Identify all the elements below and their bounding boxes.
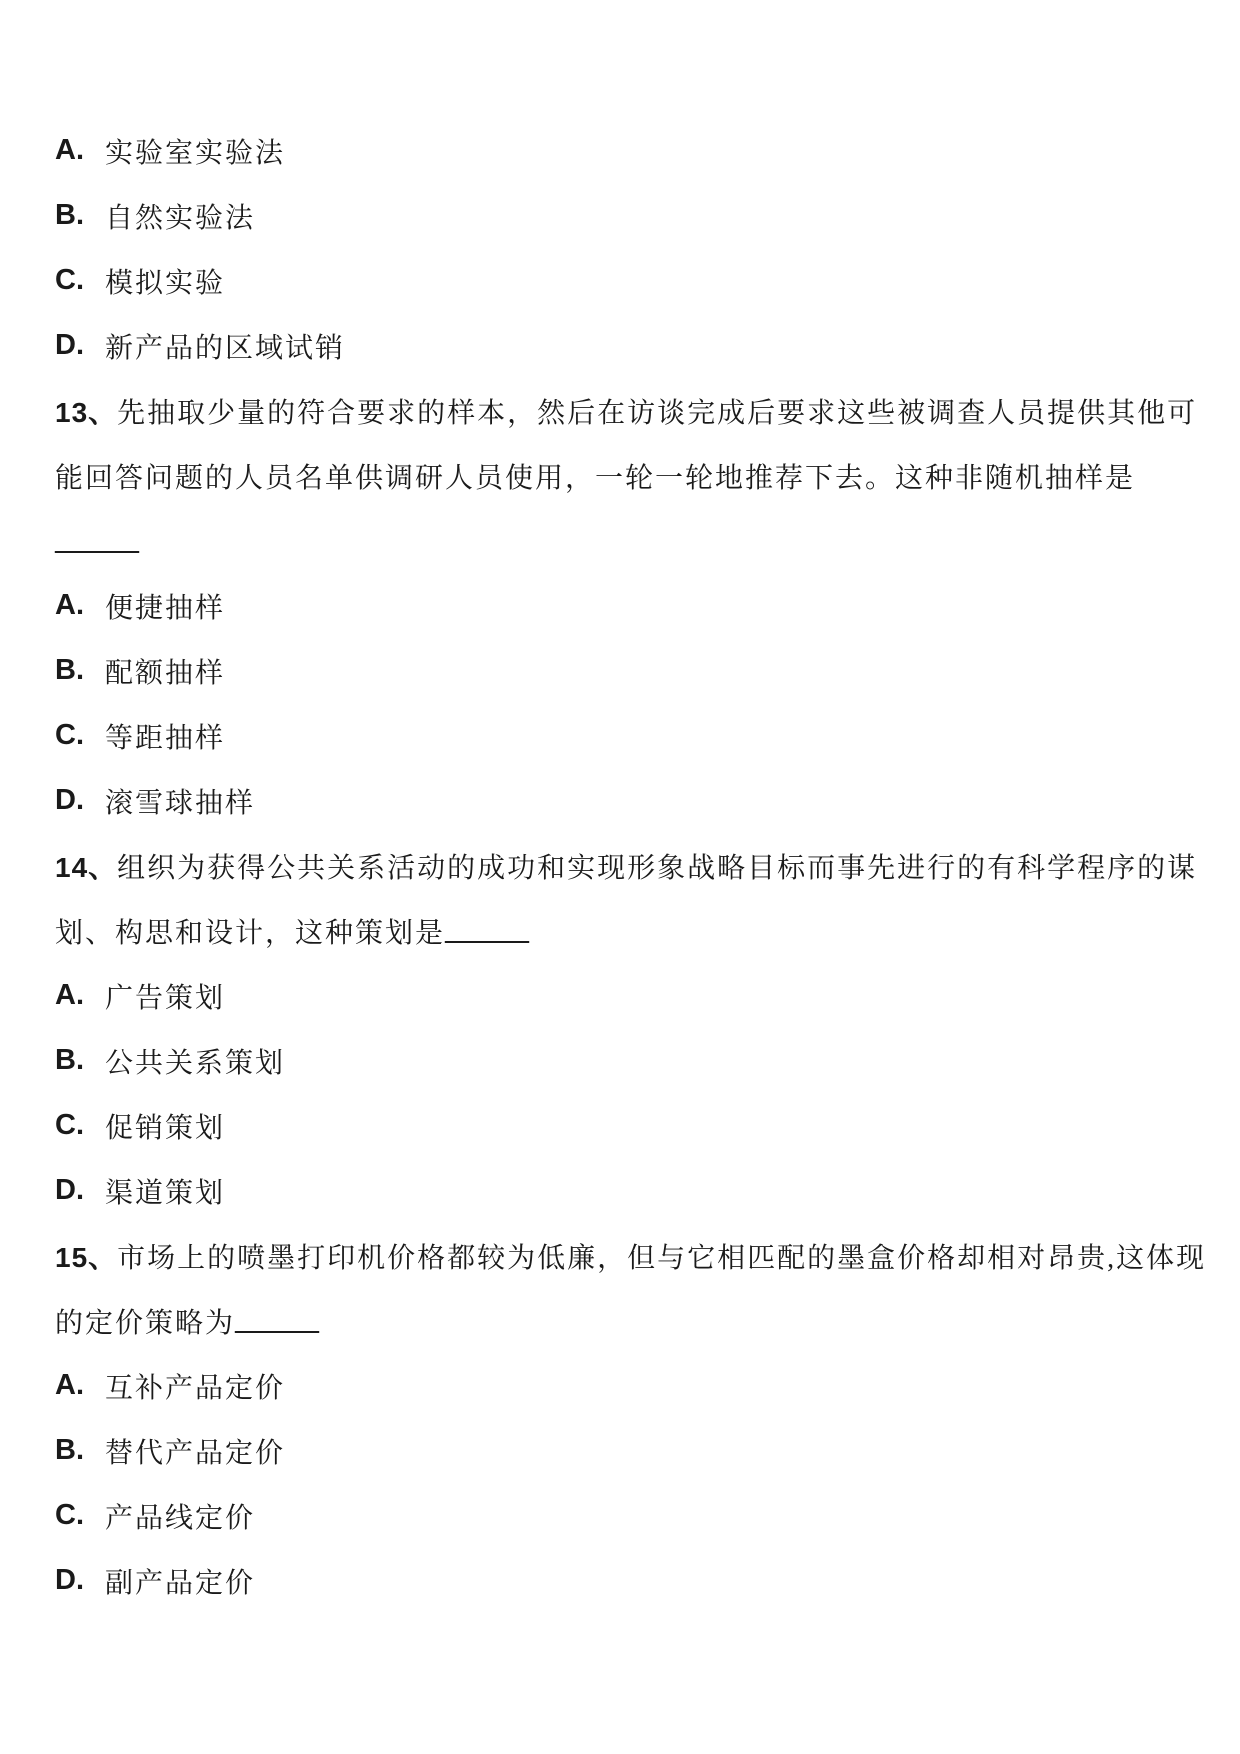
question-15-line-1 (55, 1223, 1205, 1288)
option-letter: D. (55, 1564, 84, 1596)
option-text: 促销策划 (105, 1112, 226, 1144)
option-line (55, 1093, 1205, 1158)
option-line (55, 703, 1205, 768)
option-line (55, 1548, 1205, 1613)
option-letter: B. (55, 1434, 84, 1466)
option-letter: D. (55, 1174, 84, 1206)
question-text: 的定价策略为 (55, 1307, 236, 1339)
option-line (55, 963, 1205, 1028)
option-letter: A. (55, 1369, 84, 1401)
question-text: 划、构思和设计，这种策划是 (55, 917, 446, 949)
blank-underline: ______ (235, 1304, 320, 1336)
option-line (55, 1158, 1205, 1223)
option-text: 模拟实验 (105, 267, 226, 299)
option-text: 广告策划 (105, 982, 226, 1014)
option-text: 公共关系策划 (105, 1047, 286, 1079)
question-13-line-1 (55, 378, 1205, 443)
option-line (55, 638, 1205, 703)
option-letter: B. (55, 654, 84, 686)
option-line (55, 248, 1205, 313)
option-letter: A. (55, 979, 84, 1011)
exam-body (55, 118, 1205, 1613)
option-line (55, 1483, 1205, 1548)
option-letter: A. (55, 134, 84, 166)
question-number: 13、 (55, 396, 118, 428)
option-letter: A. (55, 589, 84, 621)
option-letter: C. (55, 1109, 84, 1141)
option-text: 产品线定价 (105, 1502, 256, 1534)
option-text: 自然实验法 (105, 202, 256, 234)
question-13-line-2 (55, 443, 1205, 508)
option-line (55, 1418, 1205, 1483)
option-text: 便捷抽样 (105, 592, 226, 624)
blank-underline: ______ (55, 524, 139, 556)
option-letter: C. (55, 1499, 84, 1531)
option-line (55, 183, 1205, 248)
question-14-line-1 (55, 833, 1205, 898)
question-13-blank-line (55, 508, 1205, 573)
option-letter: D. (55, 784, 84, 816)
option-text: 副产品定价 (105, 1567, 256, 1599)
option-text: 互补产品定价 (105, 1372, 286, 1404)
question-text: 能回答问题的人员名单供调研人员使用，一轮一轮地推荐下去。这种非随机抽样是 (55, 462, 1136, 494)
option-letter: C. (55, 719, 84, 751)
option-line (55, 1028, 1205, 1093)
question-14-line-2 (55, 898, 1205, 963)
option-text: 等距抽样 (105, 722, 226, 754)
option-line (55, 313, 1205, 378)
question-text: 组织为获得公共关系活动的成功和实现形象战略目标而事先进行的有科学程序的谋 (117, 852, 1198, 884)
option-text: 实验室实验法 (105, 137, 286, 169)
option-text: 渠道策划 (105, 1177, 226, 1209)
question-number: 15、 (55, 1241, 118, 1273)
option-letter: C. (55, 264, 84, 296)
option-text: 替代产品定价 (105, 1437, 286, 1469)
option-letter: B. (55, 1044, 84, 1076)
option-line (55, 573, 1205, 638)
question-number: 14、 (55, 851, 118, 883)
option-line (55, 1353, 1205, 1418)
option-letter: B. (55, 199, 84, 231)
option-text: 新产品的区域试销 (105, 332, 346, 364)
option-text: 配额抽样 (105, 657, 226, 689)
blank-underline: ______ (445, 914, 530, 946)
question-text: 市场上的喷墨打印机价格都较为低廉，但与它相匹配的墨盒价格却相对昂贵,这体现 (117, 1242, 1207, 1274)
option-line (55, 768, 1205, 833)
option-line (55, 118, 1205, 183)
question-15-line-2 (55, 1288, 1205, 1353)
option-text: 滚雪球抽样 (105, 787, 256, 819)
question-text: 先抽取少量的符合要求的样本，然后在访谈完成后要求这些被调查人员提供其他可 (117, 397, 1198, 429)
option-letter: D. (55, 329, 84, 361)
